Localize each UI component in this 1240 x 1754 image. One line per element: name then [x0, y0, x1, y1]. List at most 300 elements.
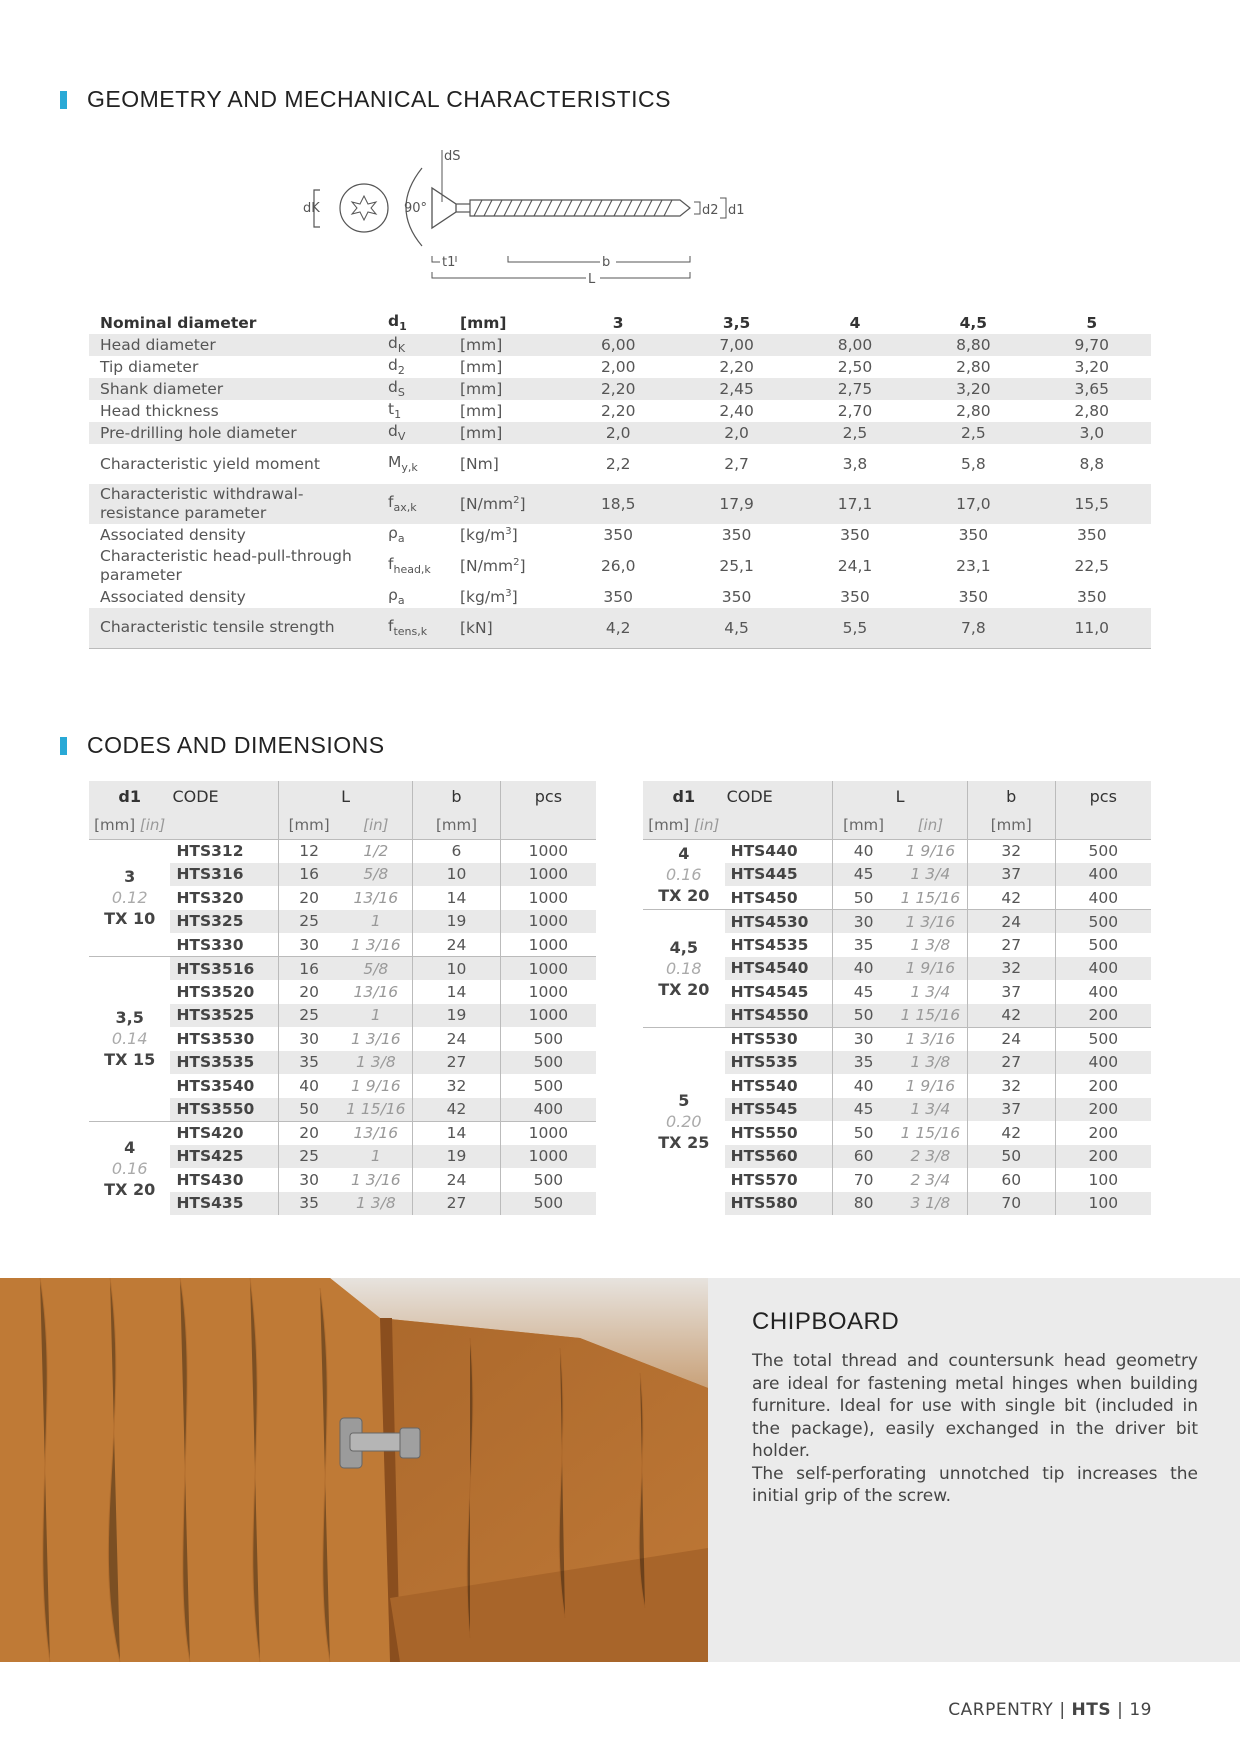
property-value: 5: [1086, 314, 1098, 332]
property-value: 3: [612, 314, 624, 332]
property-value: 2,0: [559, 422, 677, 444]
product-code: HTS3540: [176, 1076, 255, 1095]
length-in: 3 1/8: [894, 1192, 967, 1216]
code-row: [643, 839, 1151, 863]
property-value: 2,70: [837, 402, 873, 420]
length-in: 1 15/16: [894, 1004, 967, 1028]
property-value: 4: [849, 314, 861, 332]
length-in: 13/16: [353, 1124, 399, 1142]
length-mm: 35: [278, 1051, 339, 1075]
length-in: 1/2: [363, 842, 389, 860]
thread-length: 42: [967, 886, 1055, 910]
product-code: HTS545: [725, 1098, 833, 1122]
property-value: 350: [721, 588, 752, 606]
product-code: HTS4550: [725, 1004, 833, 1028]
thread-length: 42: [967, 1121, 1055, 1145]
geometry-row: [89, 400, 1151, 422]
property-value: 4,2: [559, 608, 677, 648]
group-diameter: 4,5: [669, 937, 698, 957]
property-value: 2,45: [677, 378, 795, 400]
length-in: 1 3/4: [894, 863, 967, 887]
thread-length: 37: [967, 1098, 1055, 1122]
pieces: 200: [1055, 1121, 1151, 1145]
length-mm: 20: [278, 886, 339, 910]
accent-bar: [60, 737, 67, 755]
property-symbol: $f_{ax,k}$: [377, 484, 449, 524]
property-value: 2,50: [837, 358, 873, 376]
product-code: HTS440: [730, 842, 798, 860]
length-mm: 50: [278, 1098, 339, 1122]
product-code: HTS435: [170, 1192, 278, 1216]
length-in: 13/16: [353, 982, 399, 1001]
diameter-group: [89, 839, 170, 957]
property-name: Shank diameter: [89, 378, 377, 400]
thread-length: 32: [413, 1074, 501, 1098]
pieces: 400: [1055, 1051, 1151, 1075]
property-name: Associated density: [100, 525, 246, 544]
property-value: 2,80: [1074, 402, 1110, 420]
property-symbol: $d_V$: [377, 422, 449, 444]
length-mm: 16: [278, 863, 339, 887]
geometry-row: [89, 484, 1151, 524]
length-mm: 40: [833, 839, 894, 863]
length-mm: 40: [833, 957, 894, 981]
diameter-group: [643, 1027, 725, 1215]
property-name: Characteristic tensile strength: [89, 608, 377, 648]
pieces: 200: [1055, 1098, 1151, 1122]
ds-label: dS: [444, 150, 461, 164]
property-value: 4,5: [959, 314, 988, 332]
group-diameter-in: 0.20: [665, 1111, 702, 1131]
length-mm: 45: [833, 980, 894, 1004]
length-in: 1 3/16: [894, 910, 967, 934]
length-mm: 35: [278, 1192, 339, 1216]
property-symbol: $f_{tens,k}$: [377, 608, 449, 648]
geometry-row: [89, 334, 1151, 356]
t1-label: t1: [442, 255, 456, 270]
property-value: 350: [958, 588, 989, 606]
product-code: HTS425: [170, 1145, 278, 1169]
length-in: 5/8: [339, 863, 412, 887]
length-mm: 35: [833, 933, 894, 957]
pieces: 1000: [500, 910, 596, 934]
property-name: Characteristic withdrawal-resistance parameter: [89, 484, 377, 524]
length-in: 1 15/16: [900, 1123, 961, 1142]
code-row: [89, 1121, 596, 1145]
property-value: 8,80: [914, 334, 1032, 356]
property-name: Head diameter: [89, 334, 377, 356]
property-value: 26,0: [600, 557, 636, 575]
property-name: Head thickness: [100, 401, 219, 420]
property-symbol: $d_1$: [388, 312, 407, 334]
property-value: 17,1: [796, 484, 914, 524]
length-in: 1 3/16: [905, 1030, 956, 1048]
property-unit: $[kg/m^3]$: [460, 525, 518, 545]
unit-L-mm: [mm]: [833, 811, 894, 839]
pieces: 500: [500, 1027, 596, 1051]
length-mm: 60: [833, 1145, 894, 1169]
property-value: 2,80: [956, 358, 991, 376]
property-name: Nominal diameter: [100, 313, 257, 332]
length-mm: 45: [833, 1098, 894, 1122]
product-code: HTS316: [170, 863, 278, 887]
property-unit: [mm]: [449, 378, 559, 400]
thread-length: 32: [967, 957, 1055, 981]
product-code: HTS3530: [176, 1029, 255, 1048]
product-code: HTS3520: [176, 982, 255, 1001]
pieces: 500: [1055, 910, 1151, 934]
property-value: 350: [721, 526, 752, 544]
thread-length: 14: [413, 1121, 501, 1145]
col-code: CODE: [725, 781, 833, 811]
property-symbol: $d_2$: [388, 356, 405, 378]
property-name: Pre-drilling hole diameter: [89, 422, 377, 444]
geometry-row: [89, 356, 1151, 378]
property-symbol: $\rho_a$: [388, 524, 405, 546]
pieces: 500: [500, 1168, 596, 1192]
product-code: HTS580: [725, 1192, 833, 1216]
thread-length: 27: [967, 1051, 1055, 1075]
property-value: 2,2: [605, 455, 631, 473]
property-value: 2,5: [796, 422, 914, 444]
length-in: 2 3/8: [894, 1145, 967, 1169]
property-value: 350: [1076, 588, 1107, 606]
property-value: 24,1: [837, 557, 873, 575]
col-d1: d1: [89, 781, 170, 811]
col-d1: d1: [643, 781, 725, 811]
group-diameter: 4: [678, 843, 690, 863]
product-code: HTS330: [170, 933, 278, 957]
unit-b: [mm]: [413, 811, 501, 839]
length-in: 1: [339, 910, 412, 934]
length-in: 1 15/16: [894, 886, 967, 910]
col-b: b: [413, 781, 501, 811]
pieces: 400: [1055, 863, 1151, 887]
length-mm: 30: [278, 1168, 339, 1192]
property-name: Tip diameter: [100, 357, 199, 376]
thread-length: 24: [967, 1027, 1055, 1051]
thread-length: 6: [413, 839, 501, 863]
property-value: 8,8: [1079, 455, 1105, 473]
property-value: 3,20: [1074, 358, 1110, 376]
product-code: HTS4535: [730, 935, 809, 954]
col-L: L: [278, 781, 412, 811]
property-unit: [mm]: [460, 314, 507, 332]
length-mm: 20: [278, 980, 339, 1004]
pieces: 1000: [500, 980, 596, 1004]
length-mm: 12: [278, 839, 339, 863]
length-in: 13/16: [353, 888, 399, 907]
accent-bar: [60, 91, 67, 109]
code-row: [89, 957, 596, 981]
pieces: 1000: [500, 1121, 596, 1145]
property-value: 3,65: [1033, 378, 1151, 400]
length-in: 1 9/16: [905, 1076, 956, 1095]
product-code: HTS540: [730, 1076, 798, 1095]
product-code: HTS450: [725, 886, 833, 910]
property-value: 3,0: [1033, 422, 1151, 444]
thread-length: 24: [967, 910, 1055, 934]
footer-product: HTS: [1071, 1700, 1112, 1720]
group-drive: TX 10: [104, 909, 156, 929]
length-in: 1: [339, 1004, 412, 1028]
length-in: 1 3/4: [894, 1098, 967, 1122]
property-unit: [mm]: [449, 334, 559, 356]
pieces: 1000: [500, 1145, 596, 1169]
property-value: 18,5: [559, 484, 677, 524]
codes-title-text: CODES AND DIMENSIONS: [87, 732, 385, 758]
length-mm: 30: [278, 933, 339, 957]
property-value: 23,1: [956, 557, 991, 575]
chipboard-text-2: The self-perforating unnotched tip increases the initial grip of the screw.: [752, 1463, 1198, 1506]
col-code: CODE: [170, 781, 278, 811]
property-value: 15,5: [1033, 484, 1151, 524]
pieces: 1000: [500, 933, 596, 957]
property-value: 2,40: [719, 402, 754, 420]
length-mm: 30: [278, 1027, 339, 1051]
thread-length: 24: [413, 1168, 501, 1192]
group-diameter-in: 0.12: [111, 888, 148, 908]
thread-length: 14: [413, 980, 501, 1004]
length-in: 1 3/8: [339, 1192, 412, 1216]
property-value: 2,80: [956, 402, 991, 420]
property-value: 25,1: [719, 557, 754, 575]
geometry-row: [89, 524, 1151, 546]
code-row: [643, 910, 1151, 934]
thread-length: 19: [413, 1145, 501, 1169]
property-unit: [mm]: [460, 402, 503, 420]
chipboard-text-1: The total thread and countersunk head geometry are ideal for fastening metal hinges when building furniture. Ideal for use with single bit (included in the package), easily exchanged in the driver bit holder.: [752, 1351, 1198, 1461]
thread-length: 19: [413, 1004, 501, 1028]
group-drive: TX 15: [104, 1050, 156, 1070]
pieces: 1000: [500, 839, 596, 863]
thread-length: 10: [413, 957, 501, 981]
property-symbol: $t_1$: [388, 400, 402, 422]
group-drive: TX 20: [658, 885, 710, 905]
property-value: 2,7: [724, 455, 749, 473]
property-value: 2,0: [677, 422, 795, 444]
length-mm: 45: [833, 863, 894, 887]
codes-table-left: [89, 781, 596, 1215]
geometry-header-row: [89, 312, 1151, 334]
col-L: L: [833, 781, 968, 811]
length-in: 5/8: [339, 957, 412, 981]
product-code: HTS3550: [170, 1098, 278, 1122]
screw-diagram: [290, 150, 790, 300]
length-mm: 25: [278, 1145, 339, 1169]
d2-label: d2: [702, 203, 719, 218]
property-value: 2,75: [796, 378, 914, 400]
property-value: 17,0: [914, 484, 1032, 524]
diameter-group: [89, 957, 170, 1122]
group-diameter-in: 0.16: [665, 864, 702, 884]
page-number: 19: [1129, 1700, 1152, 1720]
head-drive-icon: [314, 184, 388, 232]
diameter-group: [643, 910, 725, 1028]
property-name: Characteristic yield moment: [100, 454, 320, 473]
length-mm: 70: [833, 1168, 894, 1192]
unit-L-in: [in]: [894, 811, 967, 839]
property-value: 9,70: [1033, 334, 1151, 356]
group-diameter: 4: [124, 1137, 136, 1157]
pieces: 500: [500, 1051, 596, 1075]
pieces: 400: [1055, 957, 1151, 981]
pieces: 200: [1055, 1074, 1151, 1098]
pieces: 500: [500, 1192, 596, 1216]
pieces: 400: [1055, 980, 1151, 1004]
thread-length: 50: [967, 1145, 1055, 1169]
geometry-row: [89, 608, 1151, 648]
b-label: b: [602, 255, 611, 270]
property-value: 350: [840, 588, 870, 606]
unit-d1: [mm] [in]: [89, 811, 170, 839]
group-drive: TX 20: [104, 1179, 156, 1199]
unit-d1: [mm] [in]: [643, 811, 725, 839]
geometry-row: [89, 378, 1151, 400]
property-value: 2,00: [600, 358, 636, 376]
length-in: 1 3/16: [339, 933, 412, 957]
pieces: 1000: [500, 957, 596, 981]
product-code: HTS530: [730, 1030, 798, 1048]
thread-length: 60: [967, 1168, 1055, 1192]
codes-table-right: [643, 781, 1151, 1215]
thread-length: 27: [967, 933, 1055, 957]
length-in: 1 3/4: [910, 982, 951, 1001]
col-b: b: [967, 781, 1055, 811]
product-code: HTS3535: [170, 1051, 278, 1075]
code-row: [643, 1027, 1151, 1051]
thread-length: 32: [967, 839, 1055, 863]
pieces: 400: [1055, 886, 1151, 910]
length-in: 1 15/16: [339, 1098, 412, 1122]
length-in: 2 3/4: [910, 1170, 951, 1189]
product-code: HTS570: [730, 1170, 798, 1189]
property-unit: $[N/mm^2]$: [449, 484, 559, 524]
pieces: 200: [1055, 1004, 1151, 1028]
codes-section-title: [60, 732, 385, 759]
property-value: 7,00: [677, 334, 795, 356]
pieces: 500: [1055, 839, 1151, 863]
product-code: HTS430: [176, 1170, 244, 1189]
length-mm: 30: [833, 1027, 894, 1051]
group-drive: TX 25: [658, 1132, 710, 1152]
screw-icon: [432, 188, 690, 228]
group-diameter: 3: [124, 867, 136, 887]
length-mm: 35: [833, 1051, 894, 1075]
cabinet-hinge-photo: [0, 1278, 708, 1662]
length-mm: 50: [833, 1004, 894, 1028]
property-value: 5,5: [796, 608, 914, 648]
geometry-row: [89, 586, 1151, 608]
thread-length: 32: [967, 1074, 1055, 1098]
property-value: 6,00: [559, 334, 677, 356]
property-value: 5,8: [961, 455, 986, 473]
length-in: 1 3/16: [351, 1170, 401, 1189]
dk-label: dK: [303, 201, 320, 216]
group-drive: TX 20: [658, 979, 710, 999]
length-mm: 30: [833, 910, 894, 934]
product-code: HTS4540: [725, 957, 833, 981]
product-code: HTS325: [170, 910, 278, 934]
property-name: Characteristic head-pull-through parameter: [100, 547, 352, 584]
property-symbol: $d_K$: [377, 334, 449, 356]
product-code: HTS550: [730, 1123, 798, 1142]
chipboard-title: CHIPBOARD: [752, 1308, 900, 1335]
d1-label: d1: [728, 203, 745, 218]
geometry-row: [89, 444, 1151, 484]
pieces: 500: [500, 1074, 596, 1098]
property-value: 2,20: [559, 378, 677, 400]
geometry-section-title: [60, 86, 671, 113]
product-code: HTS535: [725, 1051, 833, 1075]
property-symbol: $\rho_a$: [388, 586, 405, 608]
product-code: HTS312: [176, 842, 244, 860]
product-code: HTS4530: [725, 910, 833, 934]
thread-length: 42: [413, 1098, 501, 1122]
pieces: 100: [1055, 1168, 1151, 1192]
product-code: HTS445: [725, 863, 833, 887]
thread-length: 19: [413, 910, 501, 934]
thread-length: 27: [413, 1192, 501, 1216]
thread-length: 14: [413, 886, 501, 910]
property-unit: [mm]: [449, 422, 559, 444]
length-in: 1 3/8: [910, 935, 951, 954]
group-diameter: 3,5: [115, 1008, 144, 1028]
property-unit: [kN]: [449, 608, 559, 648]
product-code: HTS320: [176, 888, 244, 907]
code-row: [89, 839, 596, 863]
thread-length: 70: [967, 1192, 1055, 1216]
pieces: 500: [1055, 1027, 1151, 1051]
property-symbol: $d_S$: [377, 378, 449, 400]
group-diameter-in: 0.16: [111, 1158, 148, 1178]
length-in: 1 3/8: [339, 1051, 412, 1075]
thread-length: 24: [413, 933, 501, 957]
unit-L-mm: [mm]: [278, 811, 339, 839]
length-mm: 20: [278, 1121, 339, 1145]
length-in: 1 3/16: [351, 1029, 401, 1048]
property-value: 2,20: [719, 358, 754, 376]
col-pcs: pcs: [500, 781, 596, 811]
product-code: HTS4545: [730, 982, 809, 1001]
geometry-row: [89, 546, 1151, 586]
property-value: 350: [603, 588, 633, 606]
thread-length: 24: [413, 1027, 501, 1051]
length-mm: 50: [833, 1121, 894, 1145]
property-value: 3,20: [914, 378, 1032, 400]
group-diameter: 5: [678, 1090, 690, 1110]
length-in: 1 9/16: [905, 842, 956, 860]
length-mm: 80: [833, 1192, 894, 1216]
property-value: 11,0: [1033, 608, 1151, 648]
pieces: 1000: [500, 863, 596, 887]
length-mm: 25: [278, 1004, 339, 1028]
property-value: 17,9: [677, 484, 795, 524]
chipboard-panel: [708, 1278, 1240, 1662]
geometry-title-text: GEOMETRY AND MECHANICAL CHARACTERISTICS: [87, 86, 671, 112]
length-in: 1 3/8: [894, 1051, 967, 1075]
length-mm: 16: [278, 957, 339, 981]
footer-section: CARPENTRY: [948, 1700, 1054, 1720]
length-in: 1 9/16: [351, 1076, 401, 1095]
property-symbol: $f_{head,k}$: [388, 555, 431, 577]
property-symbol: $M_{y,k}$: [388, 453, 418, 475]
property-value: 350: [840, 526, 870, 544]
length-mm: 25: [278, 910, 339, 934]
pieces: 400: [500, 1098, 596, 1122]
product-code: HTS3516: [170, 957, 278, 981]
length-mm: 50: [833, 886, 894, 910]
